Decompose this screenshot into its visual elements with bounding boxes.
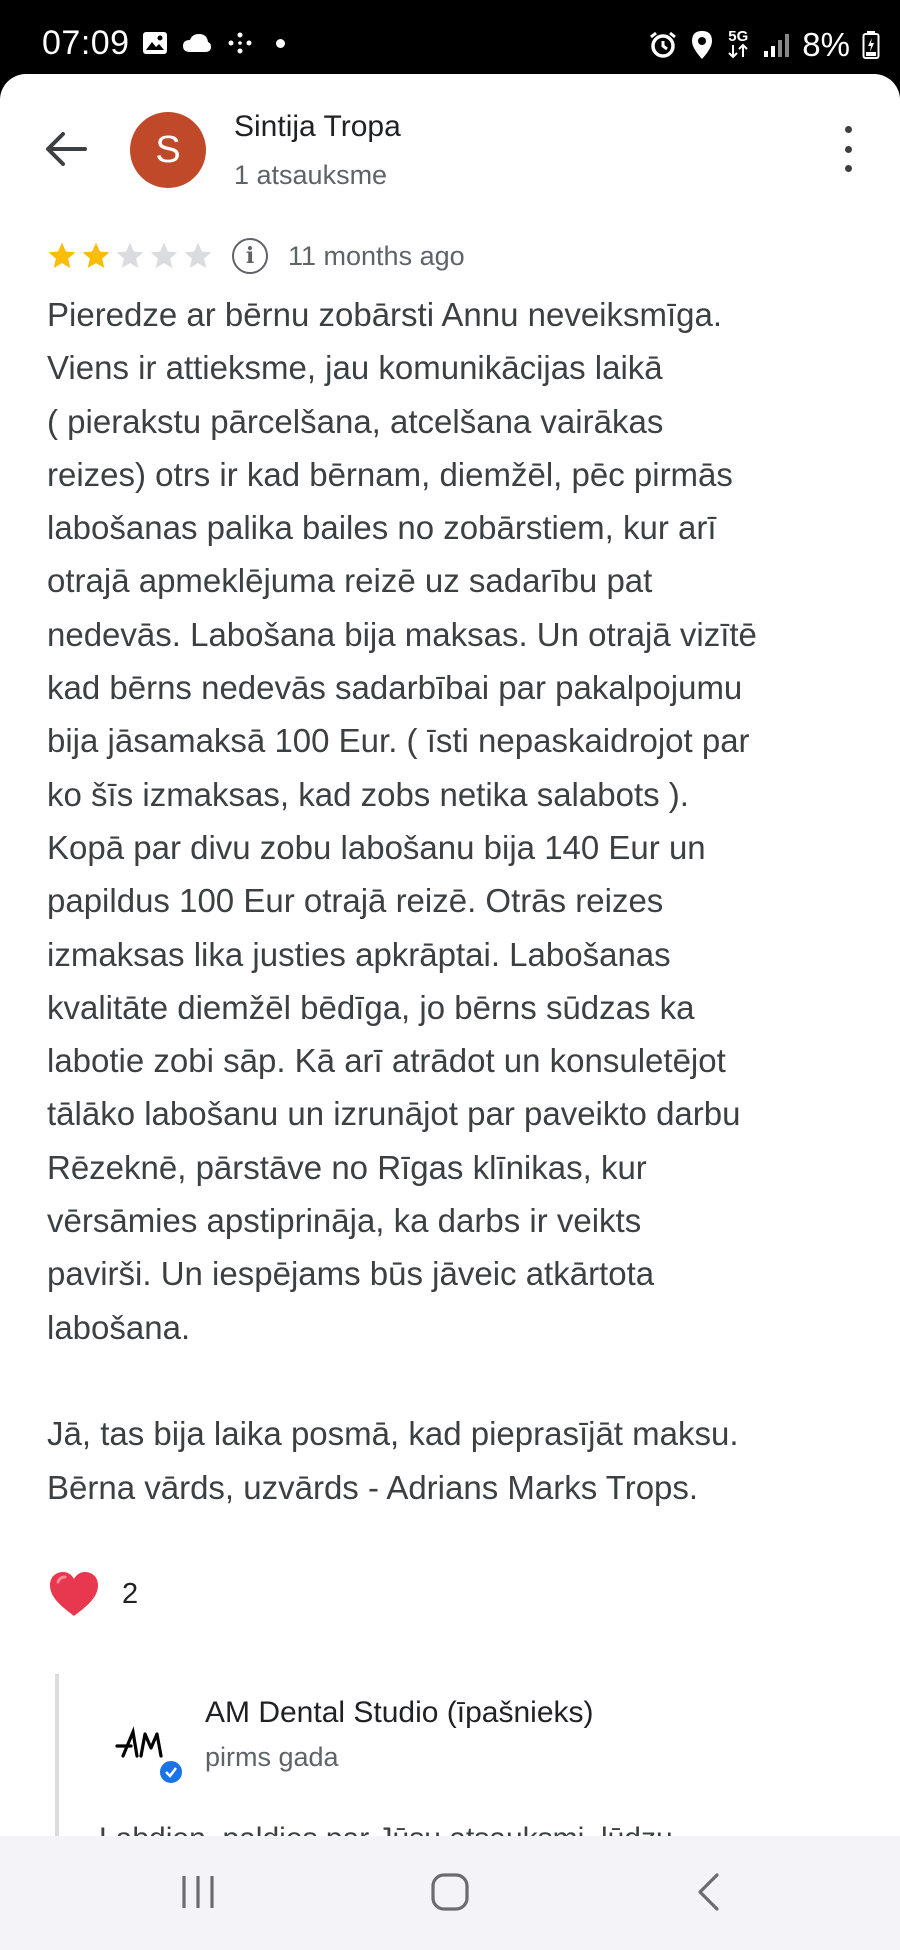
review-line: kvalitāte diemžēl bēdīga, jo bērns sūdzas ka <box>47 988 695 1026</box>
review-line: ko šīs izmaksas, kad zobs netika salabots ). <box>47 775 689 813</box>
review-line: labošanas palika bailes no zobārstiem, kur arī <box>47 509 717 547</box>
home-button[interactable] <box>410 1864 490 1920</box>
review-line: vērsāmies apstiprināja, ka darbs ir veikts <box>47 1202 642 1240</box>
review-time: 11 months ago <box>288 240 465 271</box>
paragraph-gap <box>47 1354 867 1407</box>
review-line: otrajā apmeklējuma reizē uz sadarību pat <box>47 562 653 600</box>
star-empty-icon <box>148 240 180 272</box>
status-right-icons <box>648 26 880 64</box>
more-options-button[interactable] <box>836 126 860 172</box>
review-header <box>0 74 900 224</box>
back-button[interactable] <box>36 124 96 174</box>
owner-name[interactable]: AM Dental Studio (īpašnieks) <box>205 1696 594 1729</box>
home-icon <box>430 1872 470 1912</box>
recents-icon <box>178 1874 218 1910</box>
review-line: Kopā par divu zobu labošanu bija 140 Eur un <box>47 828 706 866</box>
star-filled-icon <box>80 240 112 272</box>
review-text <box>47 288 867 1514</box>
status-time: 07:09 <box>42 24 130 62</box>
rating-row <box>46 236 465 276</box>
review-line: pavirši. Un iespējams būs jāveic atkārtota <box>47 1255 655 1293</box>
review-line: ( pierakstu pārcelšana, atcelšana vairākas <box>47 402 664 440</box>
info-icon[interactable]: i <box>232 238 268 274</box>
review-line: Rēzeknē, pārstāve no Rīgas klīnikas, kur <box>47 1148 647 1186</box>
status-left-icons <box>142 30 285 56</box>
star-filled-icon <box>46 240 78 272</box>
location-icon <box>690 30 714 60</box>
review-line: izmaksas lika justies apkrāptai. Labošanas <box>47 935 671 973</box>
review-line: Jā, tas bija laika posmā, kad pieprasījāt maksu. <box>47 1415 739 1453</box>
review-line: tālāko labošanu un izrunājot par paveikto darbu <box>47 1095 741 1133</box>
review-line: kad bērns nedevās sadarbībai par pakalpojumu <box>47 669 743 707</box>
review-sheet <box>0 74 900 1836</box>
battery-icon <box>862 30 880 60</box>
review-line: labotie zobi sāp. Kā arī atrādot un konsuletējot <box>47 1042 726 1080</box>
reviewer-avatar[interactable]: S <box>130 112 206 188</box>
review-line: Pieredze ar bērnu zobārsti Annu neveiksmīga. <box>47 296 723 333</box>
sparkle-icon <box>226 30 254 56</box>
system-nav-bar <box>0 1836 900 1950</box>
signal-icon <box>762 31 790 59</box>
chevron-back-icon <box>693 1872 723 1912</box>
star-empty-icon <box>182 240 214 272</box>
gallery-icon <box>142 31 168 55</box>
review-line: labošana. <box>47 1308 191 1346</box>
arrow-back-icon <box>45 131 87 167</box>
review-line: nedevās. Labošana bija maksas. Un otrajā vizītē <box>47 615 757 653</box>
review-line: Bērna vārds, uzvārds - Adrians Marks Trops. <box>47 1468 699 1506</box>
likes-row <box>48 1568 138 1620</box>
review-line: papildus 100 Eur otrajā reizē. Otrās reizes <box>47 882 664 920</box>
reviewer-name[interactable]: Sintija Tropa <box>234 110 401 143</box>
reviewer-review-count: 1 atsauksme <box>234 160 388 190</box>
cloud-icon <box>182 32 212 54</box>
recents-button[interactable] <box>160 1864 236 1920</box>
owner-reply-time: pirms gada <box>205 1742 339 1772</box>
review-line: bija jāsamaksā 100 Eur. ( īsti nepaskaidrojot par <box>47 722 750 760</box>
star-rating <box>46 240 214 272</box>
review-line: Viens ir attieksme, jau komunikācijas laikā <box>47 349 663 387</box>
like-count: 2 <box>122 1577 139 1610</box>
heart-icon[interactable] <box>48 1568 100 1620</box>
system-back-button[interactable] <box>670 1864 746 1920</box>
verified-badge-icon <box>157 1758 185 1786</box>
review-line: reizes) otrs ir kad bērnam, diemžēl, pēc pirmās <box>47 455 733 493</box>
star-empty-icon <box>114 240 146 272</box>
more-vert-icon <box>845 126 852 133</box>
alarm-icon <box>648 30 678 60</box>
battery-text: 8% <box>802 26 850 63</box>
notification-dot-icon <box>276 39 285 48</box>
network-5g-icon: 5G <box>726 30 750 61</box>
